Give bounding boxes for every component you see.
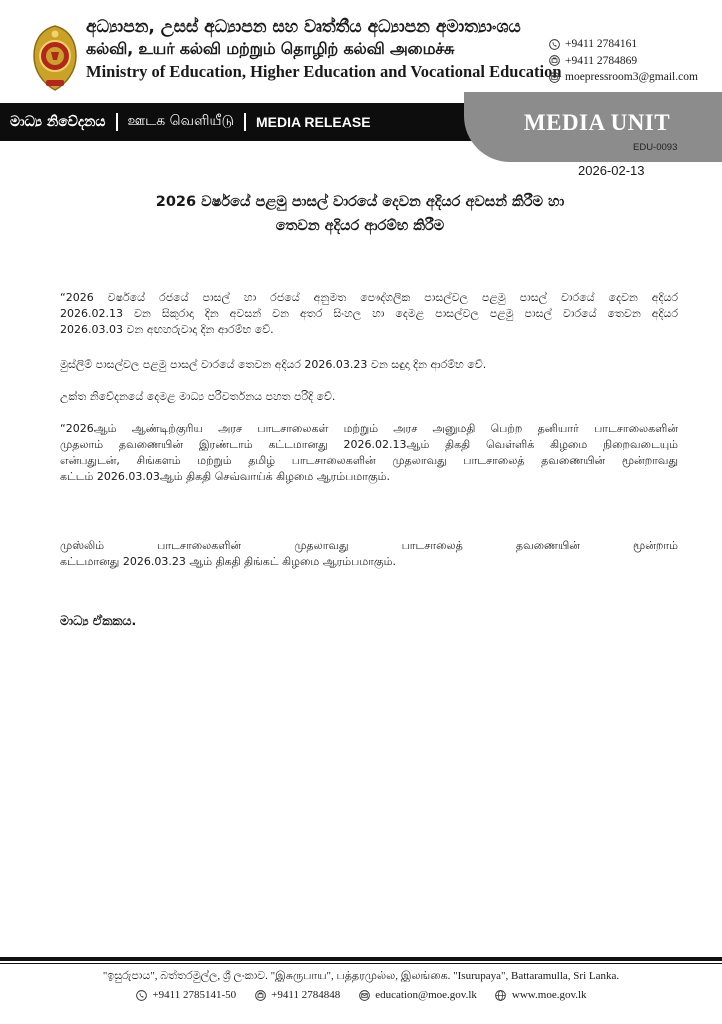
paragraph-4-line: முதலாம் தவணையின் இரண்டாம் கட்டமானது 2026.02.13ஆம் திகதி வெள்ளிக் கிழமை நிறைவடையும் xyxy=(60,438,678,451)
footer-address: "ඉසුරුපාය", බත්තරමුල්ල, ශ්‍රී ලංකාව. "இசுருபாய", பத்தரமுல்ல, இலங்கை. "Isurupaya", Battaramulla, Sri Lanka. xyxy=(102,970,620,982)
media-release-labels xyxy=(10,113,371,131)
paragraph-1 xyxy=(60,290,678,338)
header-email-text: moepressroom3@gmail.com xyxy=(565,71,698,83)
footer-rule xyxy=(0,957,722,961)
ministry-name-block xyxy=(86,16,562,84)
paragraph-4-tamil xyxy=(60,421,678,485)
ministry-name-sinhala: අධ්‍යාපන, උසස් අධ්‍යාපන සහ වෘත්තීය අධ්‍යාපන අමාත්‍යාංශය xyxy=(86,17,521,37)
paragraph-4-line: “2026ஆம் ஆண்டிற்குரிய அரச பாடசாலைகள் மற்றும் அரச அனுமதி பெற்ற தனியார் பாடசாலைகளின் xyxy=(60,422,678,435)
release-title-line-1: 2026 වර්ෂයේ පළමු පාසල් වාරයේ දෙවන අදියර අවසන් කිරීම හා xyxy=(155,194,565,210)
footer-rule-thin xyxy=(0,963,722,964)
footer-email xyxy=(358,989,477,1001)
release-date: 2026-02-13 xyxy=(578,163,645,178)
footer-phone-text: +9411 2785141-50 xyxy=(152,989,237,1001)
footer-website xyxy=(495,989,587,1001)
phone-icon xyxy=(135,989,147,1001)
paragraph-1-line: 2026.02.13 වන සිකුරාදා දින අවසන් වන අතර සිංහල හා දෙමළ පාසල්වල පළමු පාසල් වාරයේ තෙවන අදියර xyxy=(60,307,678,320)
emblem-logo xyxy=(30,24,80,94)
paragraph-1-line: “2026 වර්ෂයේ රජයේ පාසල් හා රජයේ අනුමත පෞද්ගලික පාසල්වල පළමු පාසල් වාරයේ දෙවන අදියර xyxy=(60,291,678,304)
footer-contacts xyxy=(0,989,722,1001)
globe-icon xyxy=(495,989,507,1001)
paragraph-5-tamil xyxy=(60,538,678,570)
media-release-label-english: MEDIA RELEASE xyxy=(255,114,371,130)
release-title xyxy=(100,190,620,238)
email-icon xyxy=(548,71,560,83)
paragraph-3: උක්ත නිවේදනයේ දෙමළ මාධ්‍ය පරිවර්තනය පහත පරිදි වේ. xyxy=(60,390,336,403)
paragraph-5-line: முஸ்லிம் பாடசாலைகளின் முதலாவது பாடசாலைத் தவணையின் மூன்றாம் xyxy=(60,539,678,552)
ministry-name-english: Ministry of Education, Higher Education and Vocational Education xyxy=(86,62,562,81)
header-phone-text: +9411 2784161 xyxy=(565,38,638,50)
footer-email-text: education@moe.gov.lk xyxy=(375,989,477,1001)
fax-icon xyxy=(548,55,560,67)
phone-icon xyxy=(548,38,560,50)
signature-media-unit: මාධ්‍ය ඒකකය. xyxy=(60,613,137,628)
paragraph-2: මුස්ලිම් පාසල්වල පළමු පාසල් වාරයේ තෙවන අදියර 2026.03.23 වන සඳුදා දින ආරම්භ වේ. xyxy=(60,358,487,371)
header-contacts xyxy=(548,36,718,86)
media-unit-title: MEDIA UNIT xyxy=(523,110,671,135)
paragraph-4-line: என்பதுடன், சிங்களம் மற்றும் தமிழ் பாடசாலைகளின் முதலாவது பாடசாலைத் தவணையின் மூன்றாவது xyxy=(60,454,678,467)
footer-phone xyxy=(135,989,236,1001)
paragraph-1-line: 2026.03.03 වන අඟහරුවාදා දින ආරම්භ වේ. xyxy=(60,323,274,336)
release-code: EDU-0093 xyxy=(633,142,678,153)
release-title-line-2: තෙවන අදියර ආරම්භ කිරීම xyxy=(275,218,445,234)
footer-fax-text: +9411 2784848 xyxy=(271,989,341,1001)
media-release-label-tamil: ஊடக வெளியீடு xyxy=(127,113,234,129)
band-divider xyxy=(116,113,118,131)
email-icon xyxy=(358,989,370,1001)
header-email xyxy=(548,69,718,86)
header-fax xyxy=(548,53,718,70)
footer-website-text: www.moe.gov.lk xyxy=(511,989,587,1001)
band-divider xyxy=(244,113,246,131)
ministry-name-tamil: கல்வி, உயர் கல்வி மற்றும் தொழிற் கல்வி அமைச்சு xyxy=(86,39,455,58)
paragraph-5-line: கட்டமானது 2026.03.23 ஆம் திகதி திங்கட் கிழமை ஆரம்பமாகும். xyxy=(60,555,396,568)
media-release-label-sinhala: මාධ්‍ය නිවේදනය xyxy=(10,114,106,130)
footer-fax xyxy=(254,989,340,1001)
paragraph-4-line: கட்டம் 2026.03.03ஆம் திகதி செவ்வாய்க் கிழமை ஆரம்பமாகும். xyxy=(60,470,391,483)
fax-icon xyxy=(254,989,266,1001)
header-phone xyxy=(548,36,718,53)
header-fax-text: +9411 2784869 xyxy=(565,54,638,67)
